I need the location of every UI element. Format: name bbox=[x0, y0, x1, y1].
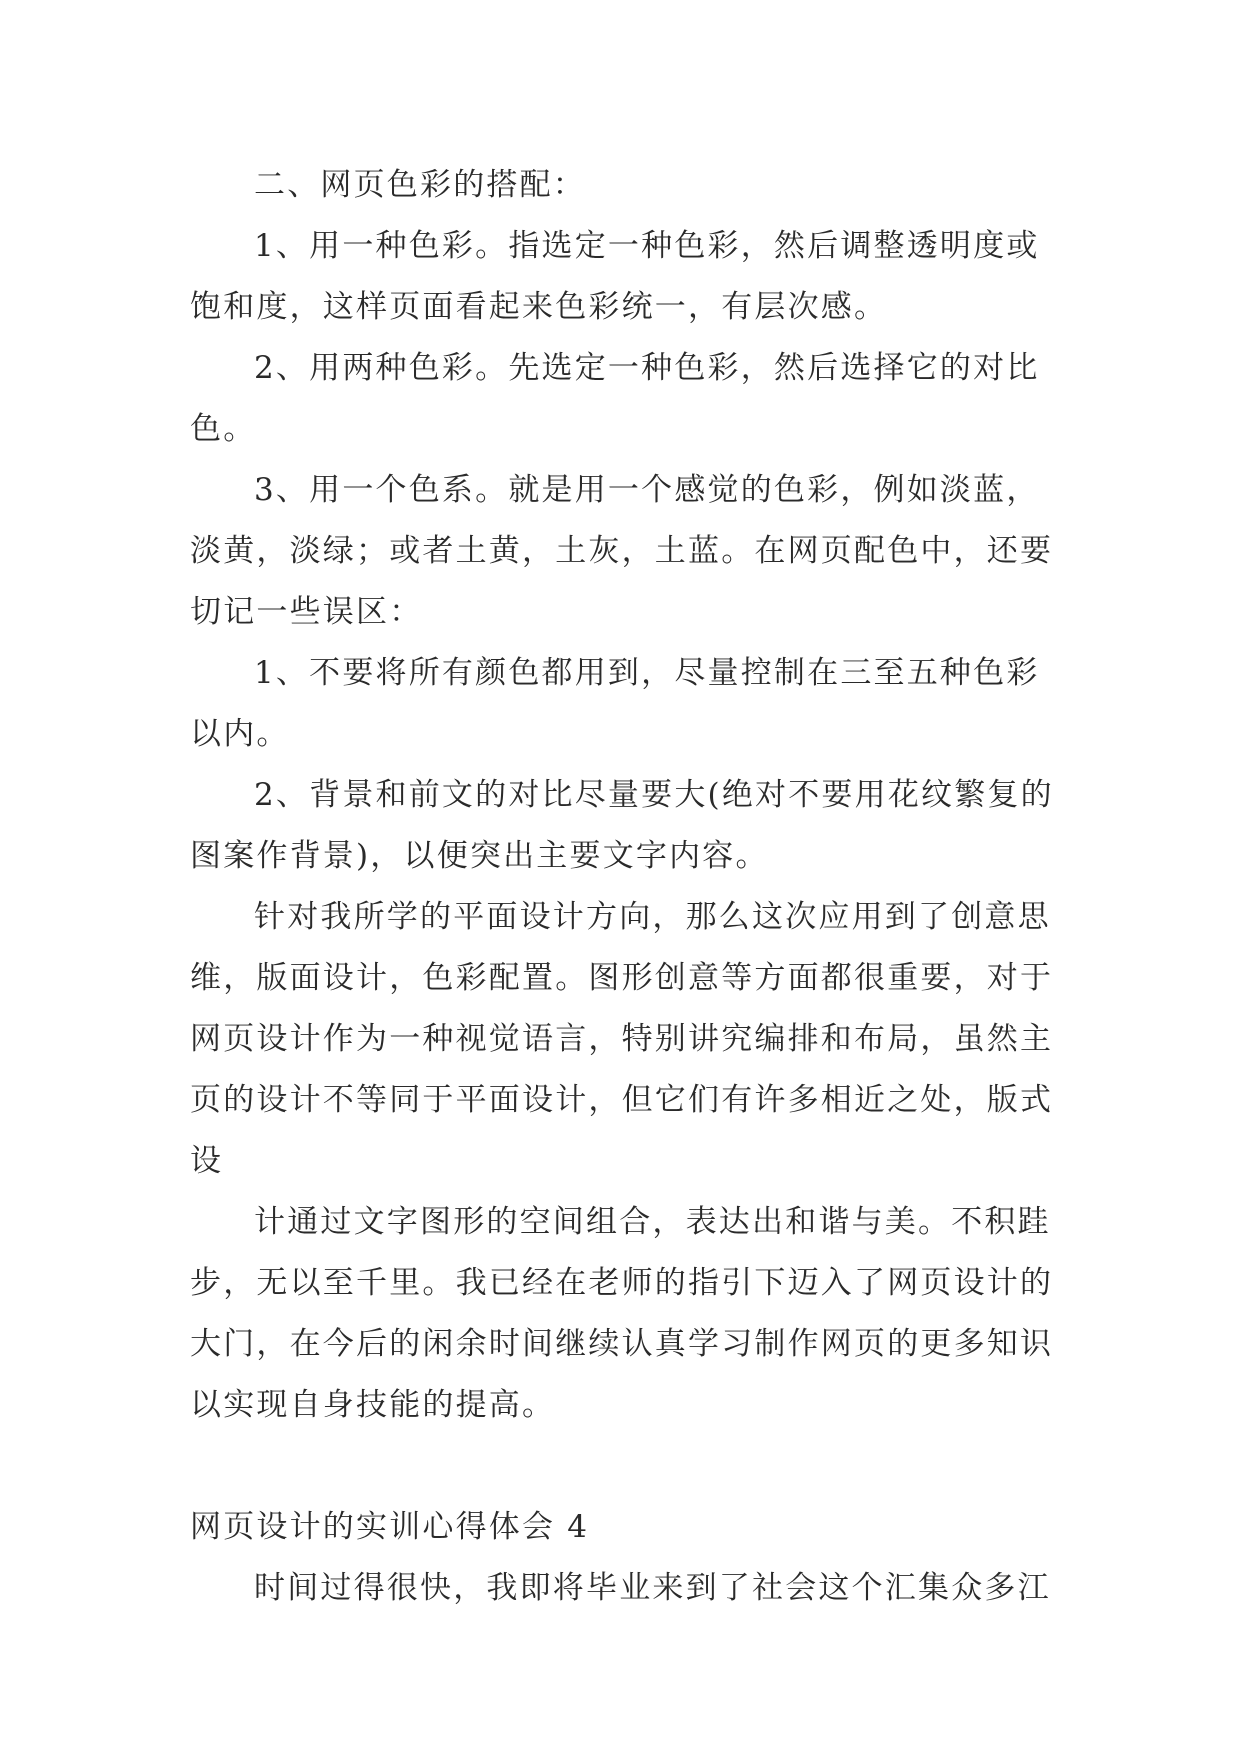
text-line: 以实现自身技能的提高。 bbox=[190, 1387, 556, 1423]
section-heading bbox=[190, 1497, 1050, 1558]
text-line: 1、用一种色彩。指选定一种色彩，然后调整透明度或 bbox=[254, 228, 1040, 264]
text-line: 色。 bbox=[190, 411, 257, 447]
paragraph bbox=[190, 1558, 1050, 1619]
paragraph bbox=[190, 216, 1050, 338]
paragraph bbox=[190, 765, 1054, 887]
text-line: 网页设计作为一种视觉语言，特别讲究编排和布局，虽然主 bbox=[190, 1021, 1054, 1057]
text-line: 大门，在今后的闲余时间继续认真学习制作网页的更多知识 bbox=[190, 1326, 1054, 1362]
text-line: 图案作背景)，以便突出主要文字内容。 bbox=[190, 838, 769, 874]
text-line: 步，无以至千里。我已经在老师的指引下迈入了网页设计的 bbox=[190, 1265, 1054, 1301]
text-line: 饱和度，这样页面看起来色彩统一，有层次感。 bbox=[190, 289, 888, 325]
text-line: 针对我所学的平面设计方向，那么这次应用到了创意思 bbox=[254, 899, 1051, 935]
text-line: 以内。 bbox=[190, 716, 290, 752]
text-line: 3、用一个色系。就是用一个感觉的色彩，例如淡蓝， bbox=[254, 472, 1040, 508]
text-line: 切记一些误区： bbox=[190, 594, 423, 630]
text-line: 时间过得很快，我即将毕业来到了社会这个汇集众多江 bbox=[254, 1570, 1051, 1606]
paragraph bbox=[190, 887, 1054, 1192]
text-line: 二、网页色彩的搭配： bbox=[254, 167, 586, 203]
document-body bbox=[190, 155, 1054, 1619]
paragraph bbox=[190, 1192, 1054, 1436]
text-line: 设 bbox=[190, 1143, 224, 1179]
text-line: 维，版面设计，色彩配置。图形创意等方面都很重要，对于 bbox=[190, 960, 1054, 996]
text-line: 淡黄，淡绿；或者土黄，土灰，土蓝。在网页配色中，还要 bbox=[190, 533, 1054, 569]
text-line: 2、背景和前文的对比尽量要大(绝对不要用花纹繁复的 bbox=[254, 777, 1054, 813]
text-line: 2、用两种色彩。先选定一种色彩，然后选择它的对比 bbox=[254, 350, 1040, 386]
text-line: 页的设计不等同于平面设计，但它们有许多相近之处，版式 bbox=[190, 1082, 1054, 1118]
heading-text: 网页设计的实训心得体会 4 bbox=[190, 1509, 590, 1545]
text-line: 1、不要将所有颜色都用到，尽量控制在三至五种色彩 bbox=[254, 655, 1040, 691]
paragraph bbox=[190, 155, 1050, 216]
paragraph bbox=[190, 460, 1054, 643]
paragraph-gap bbox=[190, 1436, 1050, 1497]
text-line: 计通过文字图形的空间组合，表达出和谐与美。不积跬 bbox=[254, 1204, 1051, 1240]
paragraph bbox=[190, 338, 1050, 460]
paragraph bbox=[190, 643, 1050, 765]
